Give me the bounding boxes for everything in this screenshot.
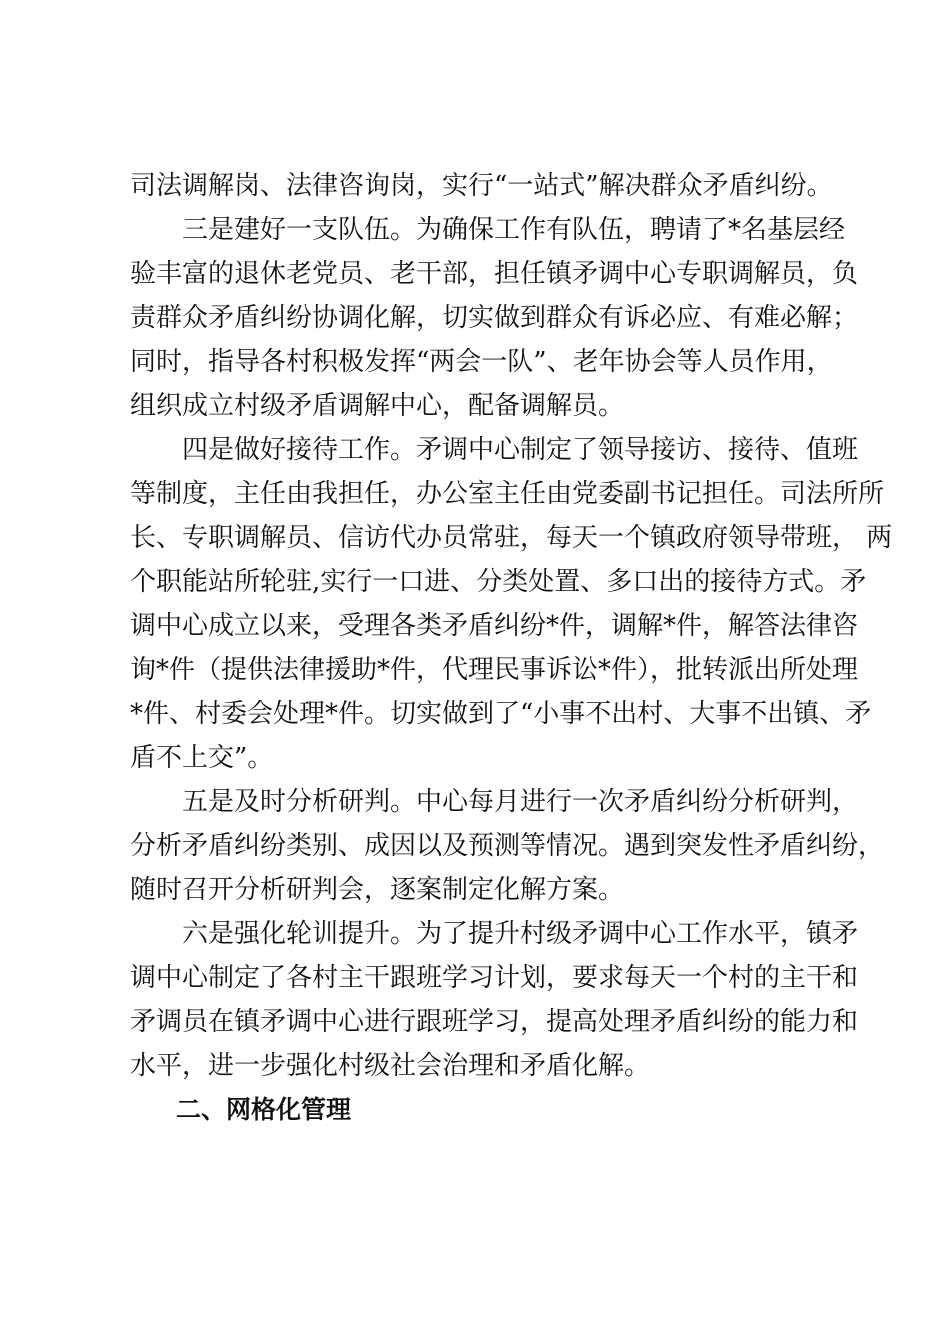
paragraph-line: 同时，指导各村积极发挥“两会一队”、老年协会等人员作用，: [130, 347, 833, 377]
paragraph-line: 个职能站所轮驻,实行一口进、分类处置、多口出的接待方式。矛: [130, 567, 867, 597]
paragraph-line: *件、村委会处理*件。切实做到了“小事不出村、大事不出镇、矛: [130, 699, 872, 729]
paragraph-line: 水平，进一步强化村级社会治理和矛盾化解。: [130, 1051, 651, 1081]
paragraph-line: 四是做好接待工作。矛调中心制定了领导接访、接待、值班: [182, 435, 859, 465]
paragraph-line: 长、专职调解员、信访代办员常驻，每天一个镇政府领导带班， 两: [130, 523, 893, 553]
paragraph-line: 三是建好一支队伍。为确保工作有队伍，聘请了*名基层经: [182, 215, 846, 245]
paragraph-line: 责群众矛盾纠纷协调化解，切实做到群众有诉必应、有难必解；: [130, 303, 859, 333]
paragraph-line: 调中心成立以来，受理各类矛盾纠纷*件，调解*件，解答法律咨: [130, 611, 859, 641]
paragraph-line: 等制度，主任由我担任，办公室主任由党委副书记担任。司法所所: [130, 479, 885, 509]
paragraph-line: 验丰富的退休老党员、老干部，担任镇矛调中心专职调解员，负: [130, 259, 859, 289]
paragraph-line: 五是及时分析研判。中心每月进行一次矛盾纠纷分析研判，: [182, 787, 859, 817]
paragraph-line: 组织成立村级矛盾调解中心，配备调解员。: [130, 391, 625, 421]
paragraph-line: 随时召开分析研判会，逐案制定化解方案。: [130, 875, 625, 905]
paragraph-line: 司法调解岗、法律咨询岗，实行“一站式”解决群众矛盾纠纷。: [130, 171, 833, 201]
paragraph-line: 分析矛盾纠纷类别、成因以及预测等情况。遇到突发性矛盾纠纷，: [130, 831, 885, 861]
paragraph-line: 六是强化轮训提升。为了提升村级矛调中心工作水平，镇矛: [182, 919, 859, 949]
paragraph-line: 盾不上交”。: [130, 743, 274, 773]
section-heading: 二、网格化管理: [176, 1095, 352, 1124]
paragraph-line: 询*件（提供法律援助*件，代理民事诉讼*件），批转派出所处理: [130, 655, 859, 685]
paragraph-line: 矛调员在镇矛调中心进行跟班学习，提高处理矛盾纠纷的能力和: [130, 1007, 859, 1037]
paragraph-line: 调中心制定了各村主干跟班学习计划，要求每天一个村的主干和: [130, 963, 859, 993]
